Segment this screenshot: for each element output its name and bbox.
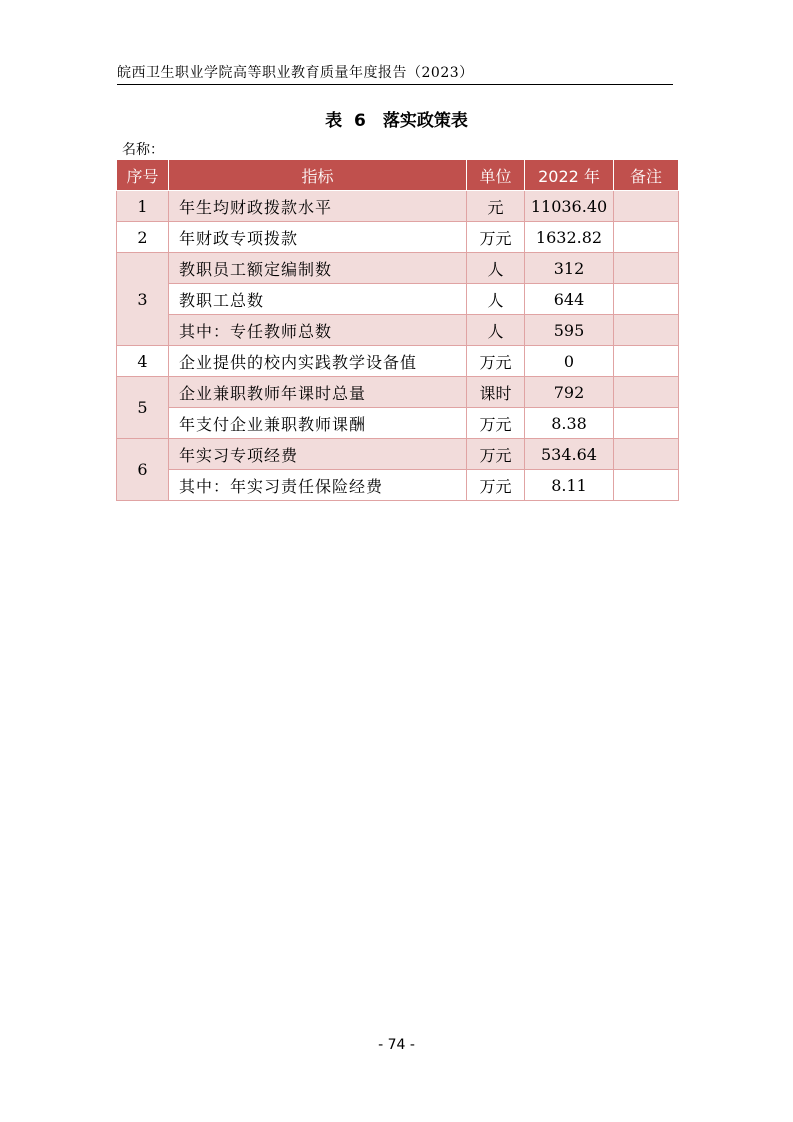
- row-remark: [614, 315, 679, 346]
- table-header-row: [117, 160, 679, 191]
- running-header: 皖西卫生职业学院高等职业教育质量年度报告（2023）: [117, 65, 474, 81]
- column-header-unit: 单位: [467, 160, 525, 191]
- table-row: [117, 284, 679, 315]
- row-seq: 4: [117, 346, 169, 377]
- row-indicator: 年支付企业兼职教师课酬: [169, 408, 467, 439]
- row-indicator: 年实习专项经费: [169, 439, 467, 470]
- table-row: [117, 377, 679, 408]
- row-seq: 6: [117, 439, 169, 501]
- column-header-indicator: 指标: [169, 160, 467, 191]
- row-value: 534.64: [525, 439, 614, 470]
- row-indicator: 其中：专任教师总数: [169, 315, 467, 346]
- row-remark: [614, 253, 679, 284]
- row-indicator: 年生均财政拨款水平: [169, 191, 467, 222]
- row-value: 8.38: [525, 408, 614, 439]
- row-unit: 人: [467, 315, 525, 346]
- row-remark: [614, 470, 679, 501]
- row-seq: 1: [117, 191, 169, 222]
- row-unit: 元: [467, 191, 525, 222]
- row-value: 644: [525, 284, 614, 315]
- row-seq: 5: [117, 377, 169, 439]
- row-value: 11036.40: [525, 191, 614, 222]
- policy-table: [116, 159, 679, 501]
- row-unit: 人: [467, 284, 525, 315]
- row-remark: [614, 222, 679, 253]
- row-unit: 万元: [467, 346, 525, 377]
- table-row: [117, 470, 679, 501]
- row-unit: 万元: [467, 470, 525, 501]
- row-unit: 万元: [467, 222, 525, 253]
- row-indicator: 企业兼职教师年课时总量: [169, 377, 467, 408]
- row-value: 792: [525, 377, 614, 408]
- row-value: 312: [525, 253, 614, 284]
- row-unit: 课时: [467, 377, 525, 408]
- row-remark: [614, 191, 679, 222]
- row-seq: 2: [117, 222, 169, 253]
- row-value: 1632.82: [525, 222, 614, 253]
- name-label: 名称：: [122, 142, 164, 158]
- table-row: [117, 439, 679, 470]
- row-indicator: 教职员工额定编制数: [169, 253, 467, 284]
- row-unit: 人: [467, 253, 525, 284]
- row-value: 595: [525, 315, 614, 346]
- table-row: [117, 253, 679, 284]
- table-row: [117, 346, 679, 377]
- row-value: 8.11: [525, 470, 614, 501]
- row-indicator: 年财政专项拨款: [169, 222, 467, 253]
- table-row: [117, 315, 679, 346]
- row-unit: 万元: [467, 408, 525, 439]
- table-row: [117, 222, 679, 253]
- header-rule: [117, 84, 673, 85]
- table-title: 表 6 落实政策表: [325, 111, 468, 131]
- row-remark: [614, 408, 679, 439]
- row-indicator: 其中：年实习责任保险经费: [169, 470, 467, 501]
- column-header-seq: 序号: [117, 160, 169, 191]
- row-indicator: 企业提供的校内实践教学设备值: [169, 346, 467, 377]
- table-row: [117, 191, 679, 222]
- page-number: - 74 -: [378, 1037, 415, 1053]
- row-indicator: 教职工总数: [169, 284, 467, 315]
- column-header-year: 2022 年: [525, 160, 614, 191]
- column-header-remark: 备注: [614, 160, 679, 191]
- row-remark: [614, 284, 679, 315]
- row-unit: 万元: [467, 439, 525, 470]
- table-row: [117, 408, 679, 439]
- row-remark: [614, 346, 679, 377]
- row-value: 0: [525, 346, 614, 377]
- row-seq: 3: [117, 253, 169, 346]
- row-remark: [614, 439, 679, 470]
- row-remark: [614, 377, 679, 408]
